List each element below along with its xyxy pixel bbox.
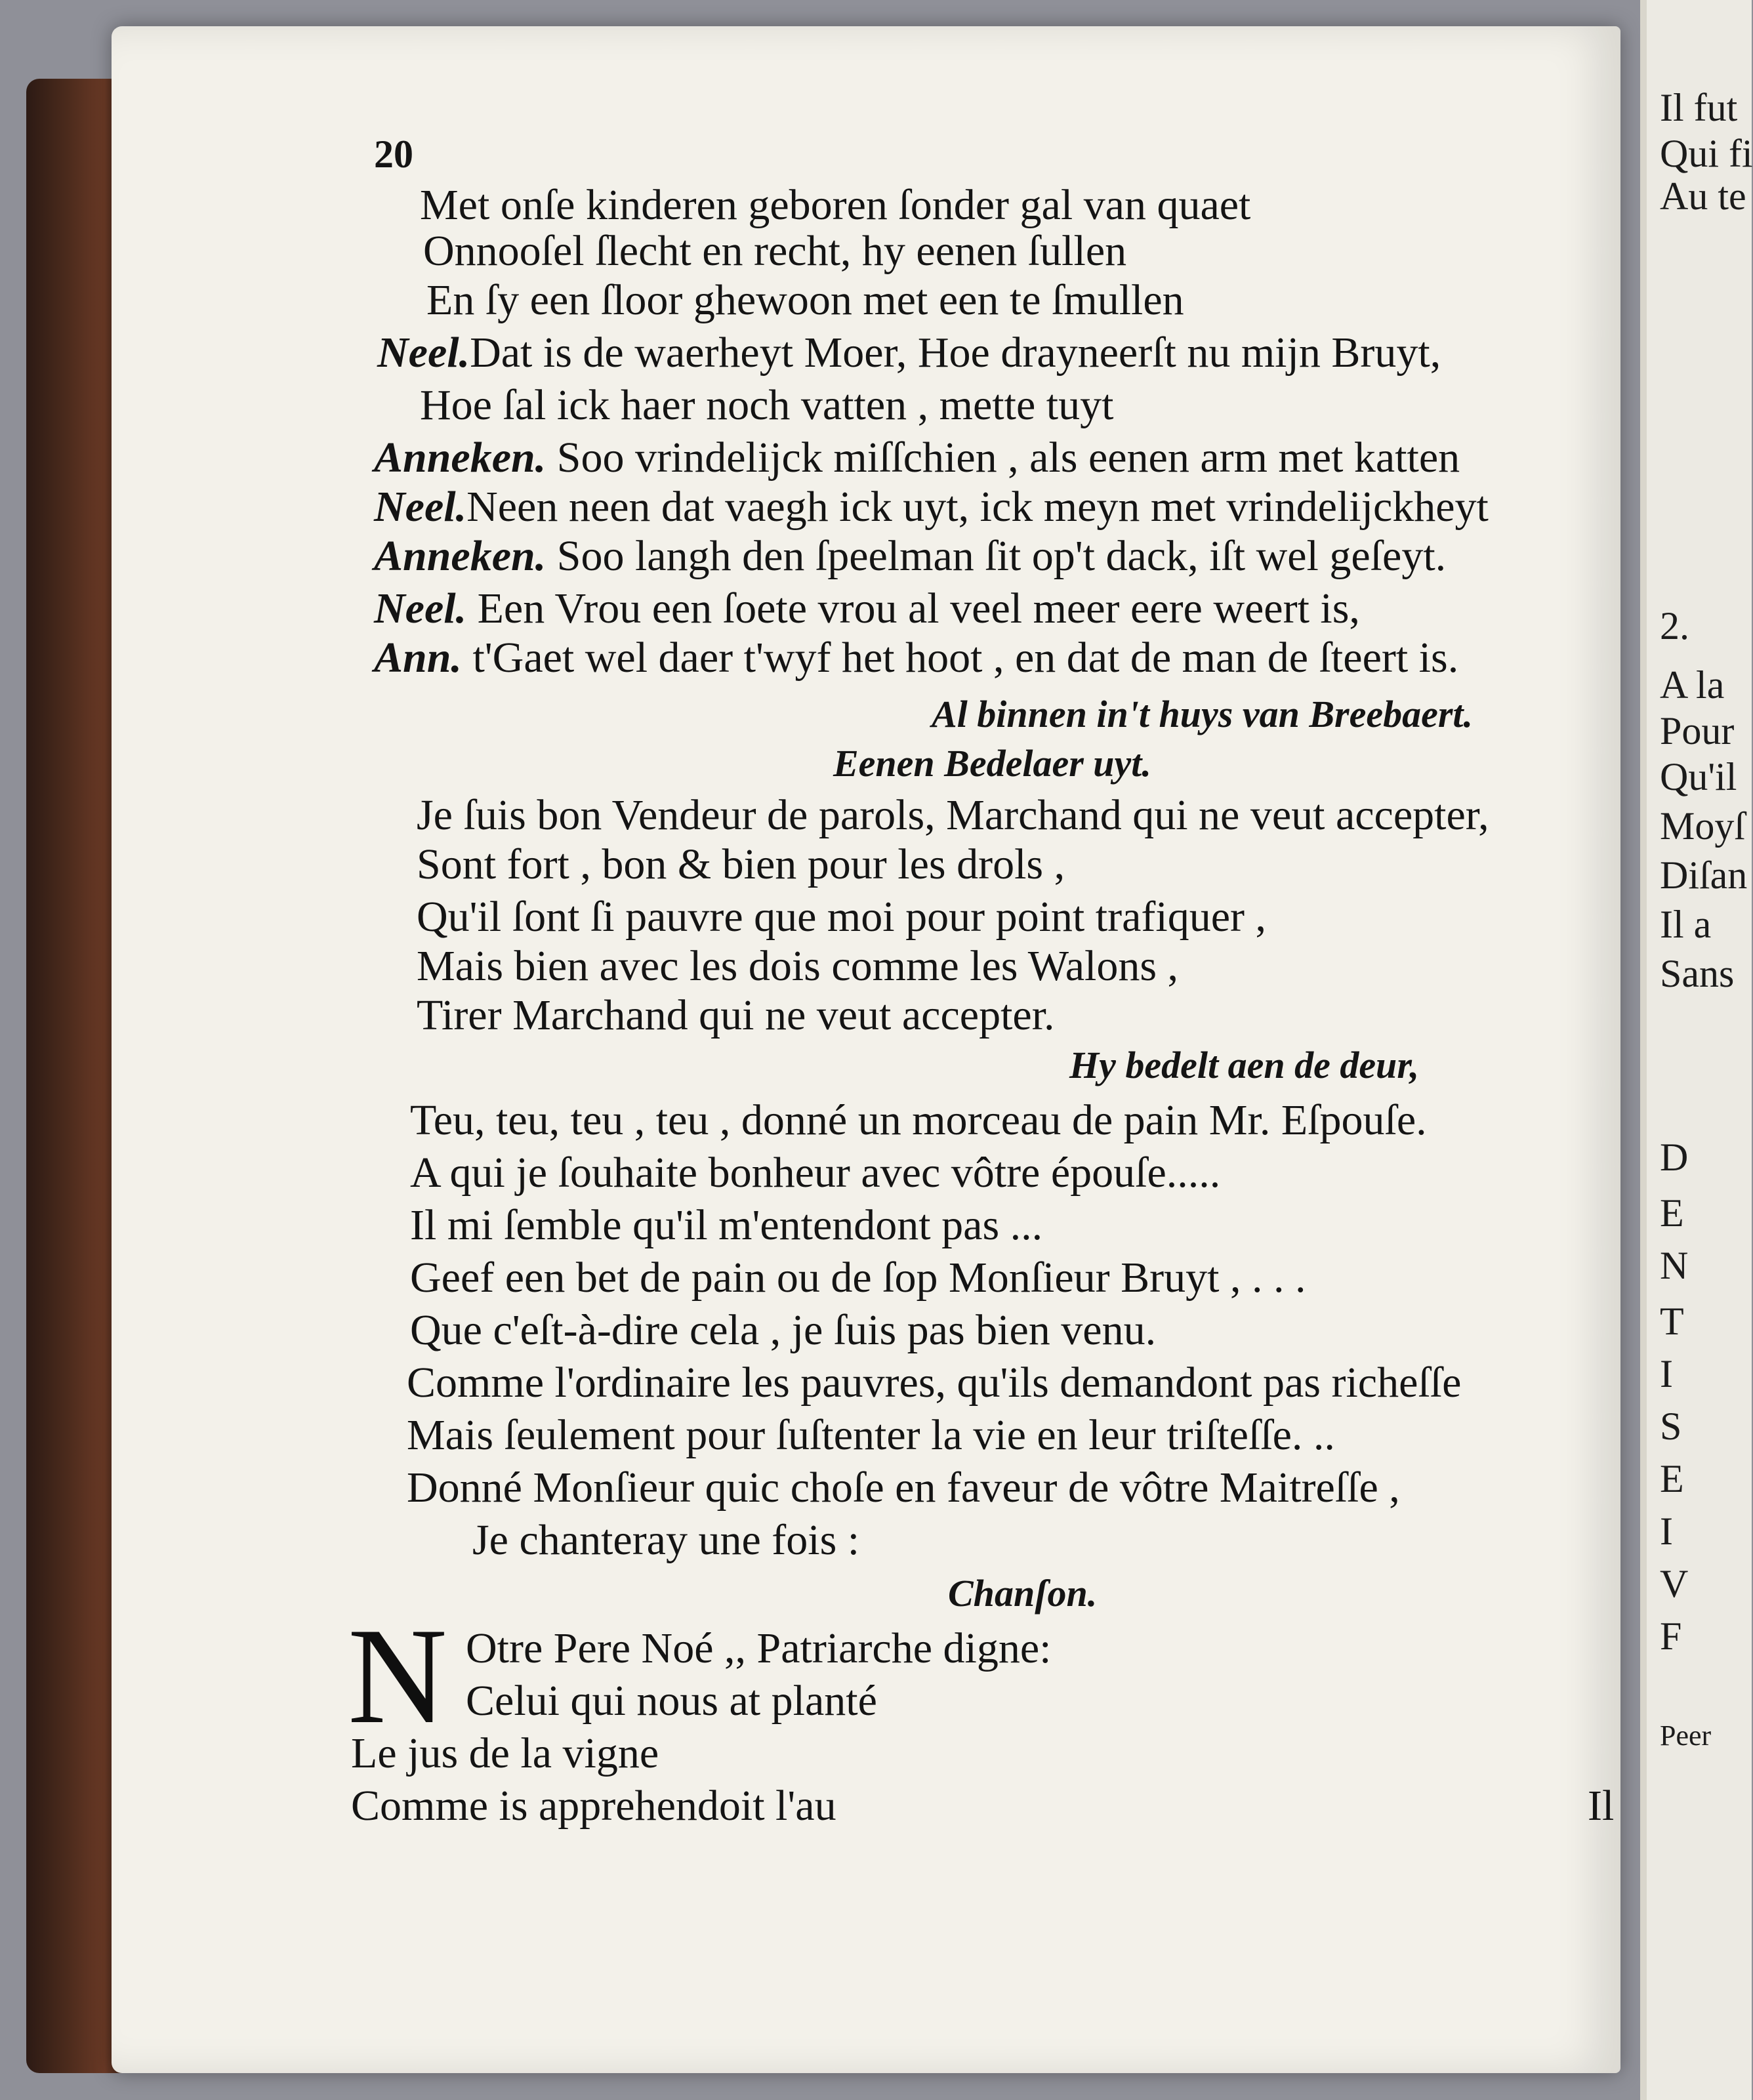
verse-line: Anneken. Soo langh den ſpeelman ſit op't dack, iſt wel geſeyt. [374,532,1447,580]
beggar-line: Qu'il ſont ſi pauvre que moi pour point trafiquer , [417,893,1266,941]
right-fragment: N [1660,1244,1689,1287]
right-fragment: D [1660,1136,1689,1179]
song-title: Chanſon. [948,1572,1098,1615]
book-page [112,26,1620,2073]
verse-line: Neel.Neen neen dat vaegh ick uyt, ick meyn met vrindelijckheyt [374,483,1489,531]
book-spine [26,79,125,2073]
right-fragment: A la [1660,663,1725,707]
beggar-line: Sont fort , bon & bien pour les drols , [417,840,1065,888]
door-line: Teu, teu, teu , teu , donné un morceau de pain Mr. Eſpouſe. [410,1096,1427,1144]
door-line: Geef een bet de pain ou de ſop Monſieur Bruyt , . . . [410,1254,1306,1302]
right-fragment: T [1660,1300,1684,1343]
door-line: Donné Monſieur quic choſe en faveur de vôtre Maitreſſe , [407,1464,1400,1512]
verse-line: En ſy een ſloor ghewoon met een te ſmullen [426,276,1184,324]
stage-direction: Hy bedelt aen de deur, [1069,1044,1420,1086]
right-fragment: Au te [1660,175,1746,218]
door-line: Je chanteray une fois : [472,1516,860,1564]
verse-line: Ann. t'Gaet wel daer t'wyf het hoot , en dat de man de ſteert is. [374,634,1459,682]
song-line: Le jus de la vigne [351,1729,659,1777]
right-fragment: Peer [1660,1719,1712,1752]
right-fragment: Pour [1660,709,1735,752]
door-line: Comme l'ordinaire les pauvres, qu'ils demandont pas richeſſe [407,1359,1462,1407]
verse-line: Met onſe kinderen geboren ſonder gal van quaet [420,181,1251,229]
beggar-line: Mais bien avec les dois comme les Walons , [417,942,1179,990]
right-fragment: E [1660,1457,1684,1500]
song-line: Comme is apprehendoit l'au [351,1782,836,1830]
verse-line: Neel.Dat is de waerheyt Moer, Hoe drayneerſt nu mijn Bruyt, [377,329,1441,377]
stage-direction: Al binnen in't huys van Breebaert. [932,693,1474,735]
song-line: Otre Pere Noé ,, Patriarche digne: [466,1624,1052,1672]
verse-line: Neel. Een Vrou een ſoete vrou al veel meer eere weert is, [374,585,1360,632]
stage-direction: Eenen Bedelaer uyt. [833,742,1151,785]
right-fragment: S [1660,1405,1682,1448]
door-line: Que c'eſt-à-dire cela , je ſuis pas bien venu. [410,1306,1157,1354]
right-fragment: Qu'il [1660,755,1737,798]
right-fragment: 2. [1660,604,1689,648]
right-fragment: Moyſ [1660,804,1746,848]
right-fragment: E [1660,1191,1684,1235]
right-fragment: V [1660,1562,1689,1605]
beggar-line: Tirer Marchand qui ne veut accepter. [417,991,1055,1039]
right-fragment: I [1660,1352,1673,1395]
right-fragment: Il fut [1660,86,1738,129]
verse-line: Anneken. Soo vrindelijck miſſchien , als eenen arm met katten [374,434,1460,482]
right-fragment: Il a [1660,903,1712,946]
beggar-line: Je ſuis bon Vendeur de parols, Marchand qui ne veut accepter, [417,791,1489,839]
right-page-edge [1640,0,1752,2100]
right-fragment: Diſan [1660,854,1748,897]
verse-line: Onnooſel ſlecht en recht, hy eenen ſullen [423,227,1127,275]
song-line: Celui qui nous at planté [466,1677,877,1725]
door-line: Mais ſeulement pour ſuſtenter la vie en leur triſteſſe. .. [407,1411,1335,1459]
right-fragment: F [1660,1615,1682,1658]
right-fragment: Qui fi [1660,132,1753,175]
verse-line: Hoe ſal ick haer noch vatten , mette tuyt [420,381,1114,429]
door-line: A qui je ſouhaite bonheur avec vôtre épouſe..... [410,1149,1221,1197]
drop-cap: N [348,1600,447,1752]
right-fragment: I [1660,1510,1673,1553]
catchword: Il [1588,1782,1615,1830]
right-fragment: Sans [1660,952,1735,995]
door-line: Il mi ſemble qu'il m'entendont pas ... [410,1201,1043,1249]
page-number: 20 [374,133,413,176]
